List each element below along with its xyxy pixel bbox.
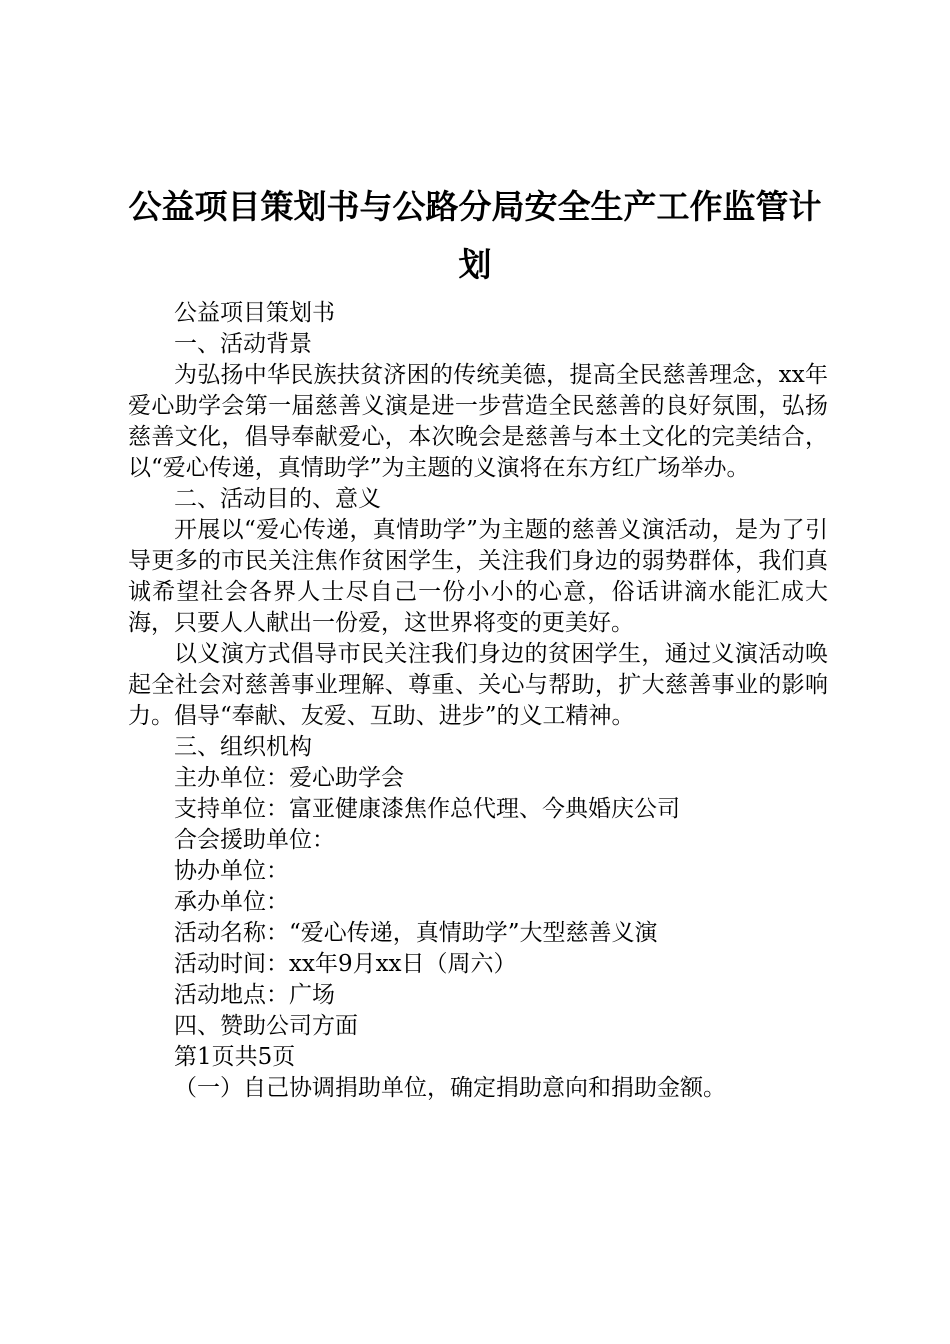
- info-line: 支持单位：富亚健康漆焦作总代理、今典婚庆公司: [174, 796, 680, 822]
- section-heading: 公益项目策划书: [174, 300, 335, 326]
- info-line: 活动地点：广场: [174, 982, 335, 1008]
- info-line: 活动名称：“爱心传递，真情助学”大型慈善义演: [174, 920, 658, 946]
- section-heading: 一、活动背景: [174, 331, 312, 357]
- info-line: 承办单位：: [174, 889, 289, 915]
- section-heading: 四、赞助公司方面: [174, 1013, 358, 1039]
- document-title: 公益项目策划书与公路分局安全生产工作监管计划: [128, 187, 822, 284]
- info-line: 协办单位：: [174, 858, 289, 884]
- document-body: [128, 298, 828, 1104]
- body-paragraph: （一）自己协调捐助单位，确定捐助意向和捐助金额。: [174, 1075, 726, 1101]
- body-paragraph: 为弘扬中华民族扶贫济困的传统美德，提高全民慈善理念，xx年爱心助学会第一届慈善义演是进一步营造全民慈善的良好氛围，弘扬慈善文化，倡导奉献爱心，本次晚会是慈善与本土文化的完美结合，以“爱心传递，真情助学”为主题的义演将在东方红广场举办。: [128, 362, 828, 481]
- body-paragraph: 开展以“爱心传递，真情助学”为主题的慈善义演活动，是为了引导更多的市民关注焦作贫困学生，关注我们身边的弱势群体，我们真诚希望社会各界人士尽自己一份小小的心意，俗话讲滴水能汇成大海，只要人人献出一份爱，这世界将变的更美好。: [128, 517, 828, 636]
- section-heading: 三、组织机构: [174, 734, 312, 760]
- info-line: 合会援助单位：: [174, 827, 335, 853]
- body-paragraph: 以义演方式倡导市民关注我们身边的贫困学生，通过义演活动唤起全社会对慈善事业理解、尊重、关心与帮助，扩大慈善事业的影响力。倡导“奉献、友爱、互助、进步”的义工精神。: [128, 641, 828, 729]
- page-number: 第1页共5页: [174, 1044, 296, 1070]
- section-heading: 二、活动目的、意义: [174, 486, 381, 512]
- info-line: 主办单位：爱心助学会: [174, 765, 404, 791]
- info-line: 活动时间：xx年9月xx日（周六）: [174, 951, 517, 977]
